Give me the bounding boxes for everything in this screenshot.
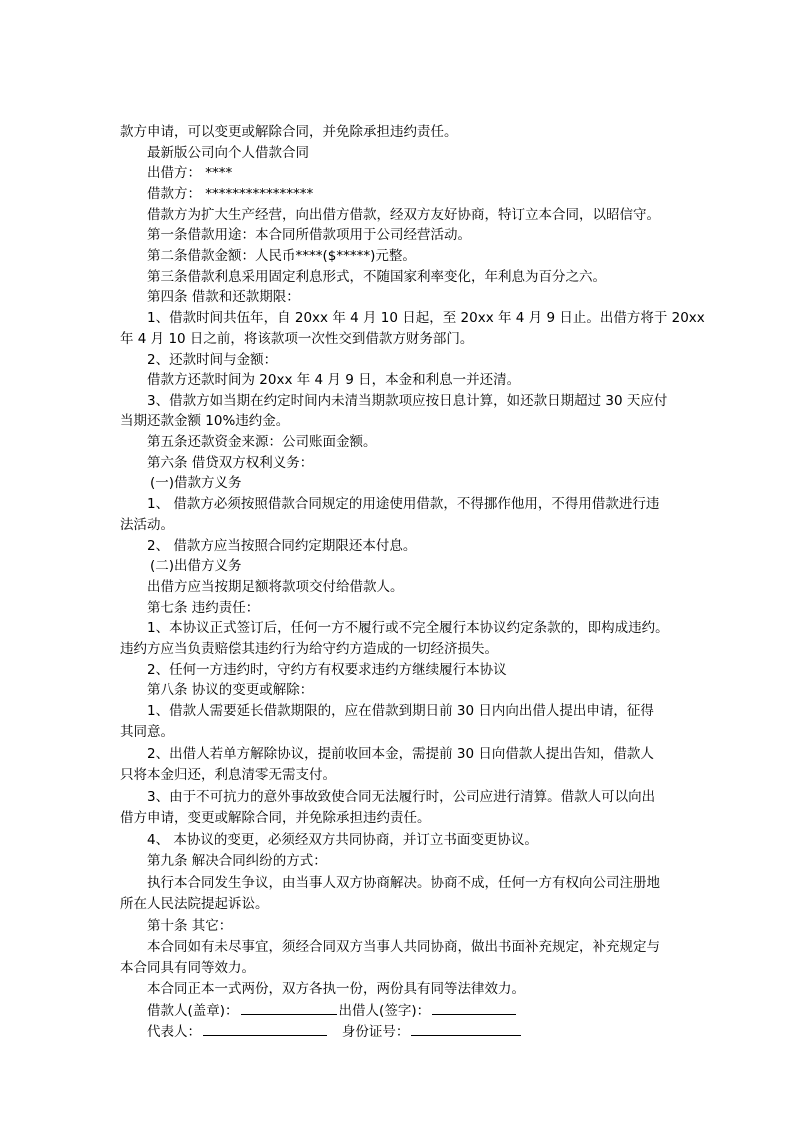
text-line: 2、出借人若单方解除协议，提前收回本金，需提前 30 日向借款人提出告知，借款人 xyxy=(147,746,654,762)
lender-sign-field[interactable] xyxy=(432,1000,516,1015)
text-line: 本合同正本一式两份，双方各执一份，两份具有同等法律效力。 xyxy=(147,981,525,997)
section-heading: 第七条 违约责任： xyxy=(147,600,260,616)
text-line: 年 4 月 10 日之前，将该款项一次性交到借款方财务部门。 xyxy=(120,331,474,347)
text-line: 2、还款时间与金额： xyxy=(147,352,278,368)
text-line: 3、由于不可抗力的意外事故致使合同无法履行时，公司应进行清算。借款人可以向出 xyxy=(147,789,656,805)
borrower-seal-field[interactable] xyxy=(241,1000,337,1015)
representative-label: 代表人： xyxy=(147,1024,201,1040)
signature-row-2 xyxy=(147,1021,707,1041)
text-line: 1、借款人需要延长借款期限的，应在借款到期日前 30 日内向出借人提出申请，征得 xyxy=(147,703,654,719)
text-line: 只将本金归还，利息清零无需支付。 xyxy=(120,767,336,783)
borrower-line: 借款方： **************** xyxy=(147,186,314,202)
section-heading: 第九条 解决合同纠纷的方式： xyxy=(147,853,327,869)
text-line: 1、 借款方必须按照借款合同规定的用途使用借款，不得挪作他用，不得用借款进行违 xyxy=(147,496,660,512)
text-line: 违约方应当负责赔偿其违约行为给守约方造成的一切经济损失。 xyxy=(120,641,498,657)
text-line: 第三条借款利息采用固定利息形式，不随国家利率变化，年利息为百分之六。 xyxy=(147,269,606,285)
text-line: 1、本协议正式签订后，任何一方不履行或不完全履行本协议约定条款的，即构成违约。 xyxy=(147,620,669,636)
text-line: 借方申请，变更或解除合同，并免除承担违约责任。 xyxy=(120,810,431,826)
text-line: 第一条借款用途：本合同所借款项用于公司经营活动。 xyxy=(147,227,471,243)
section-heading: 第六条 借贷双方权利义务： xyxy=(147,455,314,471)
text-line: 借款方为扩大生产经营，向出借方借款，经双方友好协商，特订立本合同，以昭信守。 xyxy=(147,207,660,223)
text-line: 款方申请，可以变更或解除合同，并免除承担违约责任。 xyxy=(120,124,458,140)
text-line: 3、借款方如当期在约定时间内未清当期款项应按日息计算，如还款日期超过 30 天应付 xyxy=(147,393,668,409)
sub-heading: (一)借款方义务 xyxy=(150,475,242,491)
text-line: 执行本合同发生争议，由当事人双方协商解决。协商不成，任何一方有权向公司注册地 xyxy=(147,875,660,891)
lender-line: 出借方： **** xyxy=(147,165,233,181)
text-line: 出借方应当按期足额将款项交付给借款人。 xyxy=(147,579,404,595)
text-line: 2、任何一方违约时，守约方有权要求违约方继续履行本协议 xyxy=(147,662,507,678)
text-line: 第五条还款资金来源：公司账面金额。 xyxy=(147,434,377,450)
text-line: 本合同如有未尽事宜，须经合同双方当事人共同协商，做出书面补充规定，补充规定与 xyxy=(147,939,660,955)
id-number-field[interactable] xyxy=(411,1021,521,1036)
text-line: 其同意。 xyxy=(120,724,174,740)
lender-sign-label: 出借人(签字)： xyxy=(338,1003,431,1019)
id-number-label: 身份证号： xyxy=(341,1024,410,1040)
signature-row-1 xyxy=(147,1000,707,1020)
section-heading: 第十条 其它： xyxy=(147,918,233,934)
section-heading: 第四条 借款和还款期限： xyxy=(147,289,300,305)
text-line: 当期还款金额 10%违约金。 xyxy=(120,413,290,429)
text-line: 本合同具有同等效力。 xyxy=(120,960,255,976)
borrower-seal-label: 借款人(盖章)： xyxy=(147,1003,239,1019)
section-heading: 第八条 协议的变更或解除： xyxy=(147,682,314,698)
representative-field[interactable] xyxy=(203,1021,327,1036)
text-line: 4、 本协议的变更，必须经双方共同协商，并订立书面变更协议。 xyxy=(147,832,538,848)
text-line: 第二条借款金额：人民币****($*****)元整。 xyxy=(147,248,416,264)
text-line: 所在人民法院提起诉讼。 xyxy=(120,896,269,912)
sub-heading: (二)出借方义务 xyxy=(150,558,242,574)
contract-title: 最新版公司向个人借款合同 xyxy=(147,145,309,161)
text-line: 法活动。 xyxy=(120,517,174,533)
text-line: 借款方还款时间为 20xx 年 4 月 9 日，本金和利息一并还清。 xyxy=(147,372,521,388)
text-line: 2、 借款方应当按照合同约定期限还本付息。 xyxy=(147,538,417,554)
text-line: 1、借款时间共伍年，自 20xx 年 4 月 10 日起，至 20xx 年 4 月 9 日止。出借方将于 20xx xyxy=(147,310,705,326)
